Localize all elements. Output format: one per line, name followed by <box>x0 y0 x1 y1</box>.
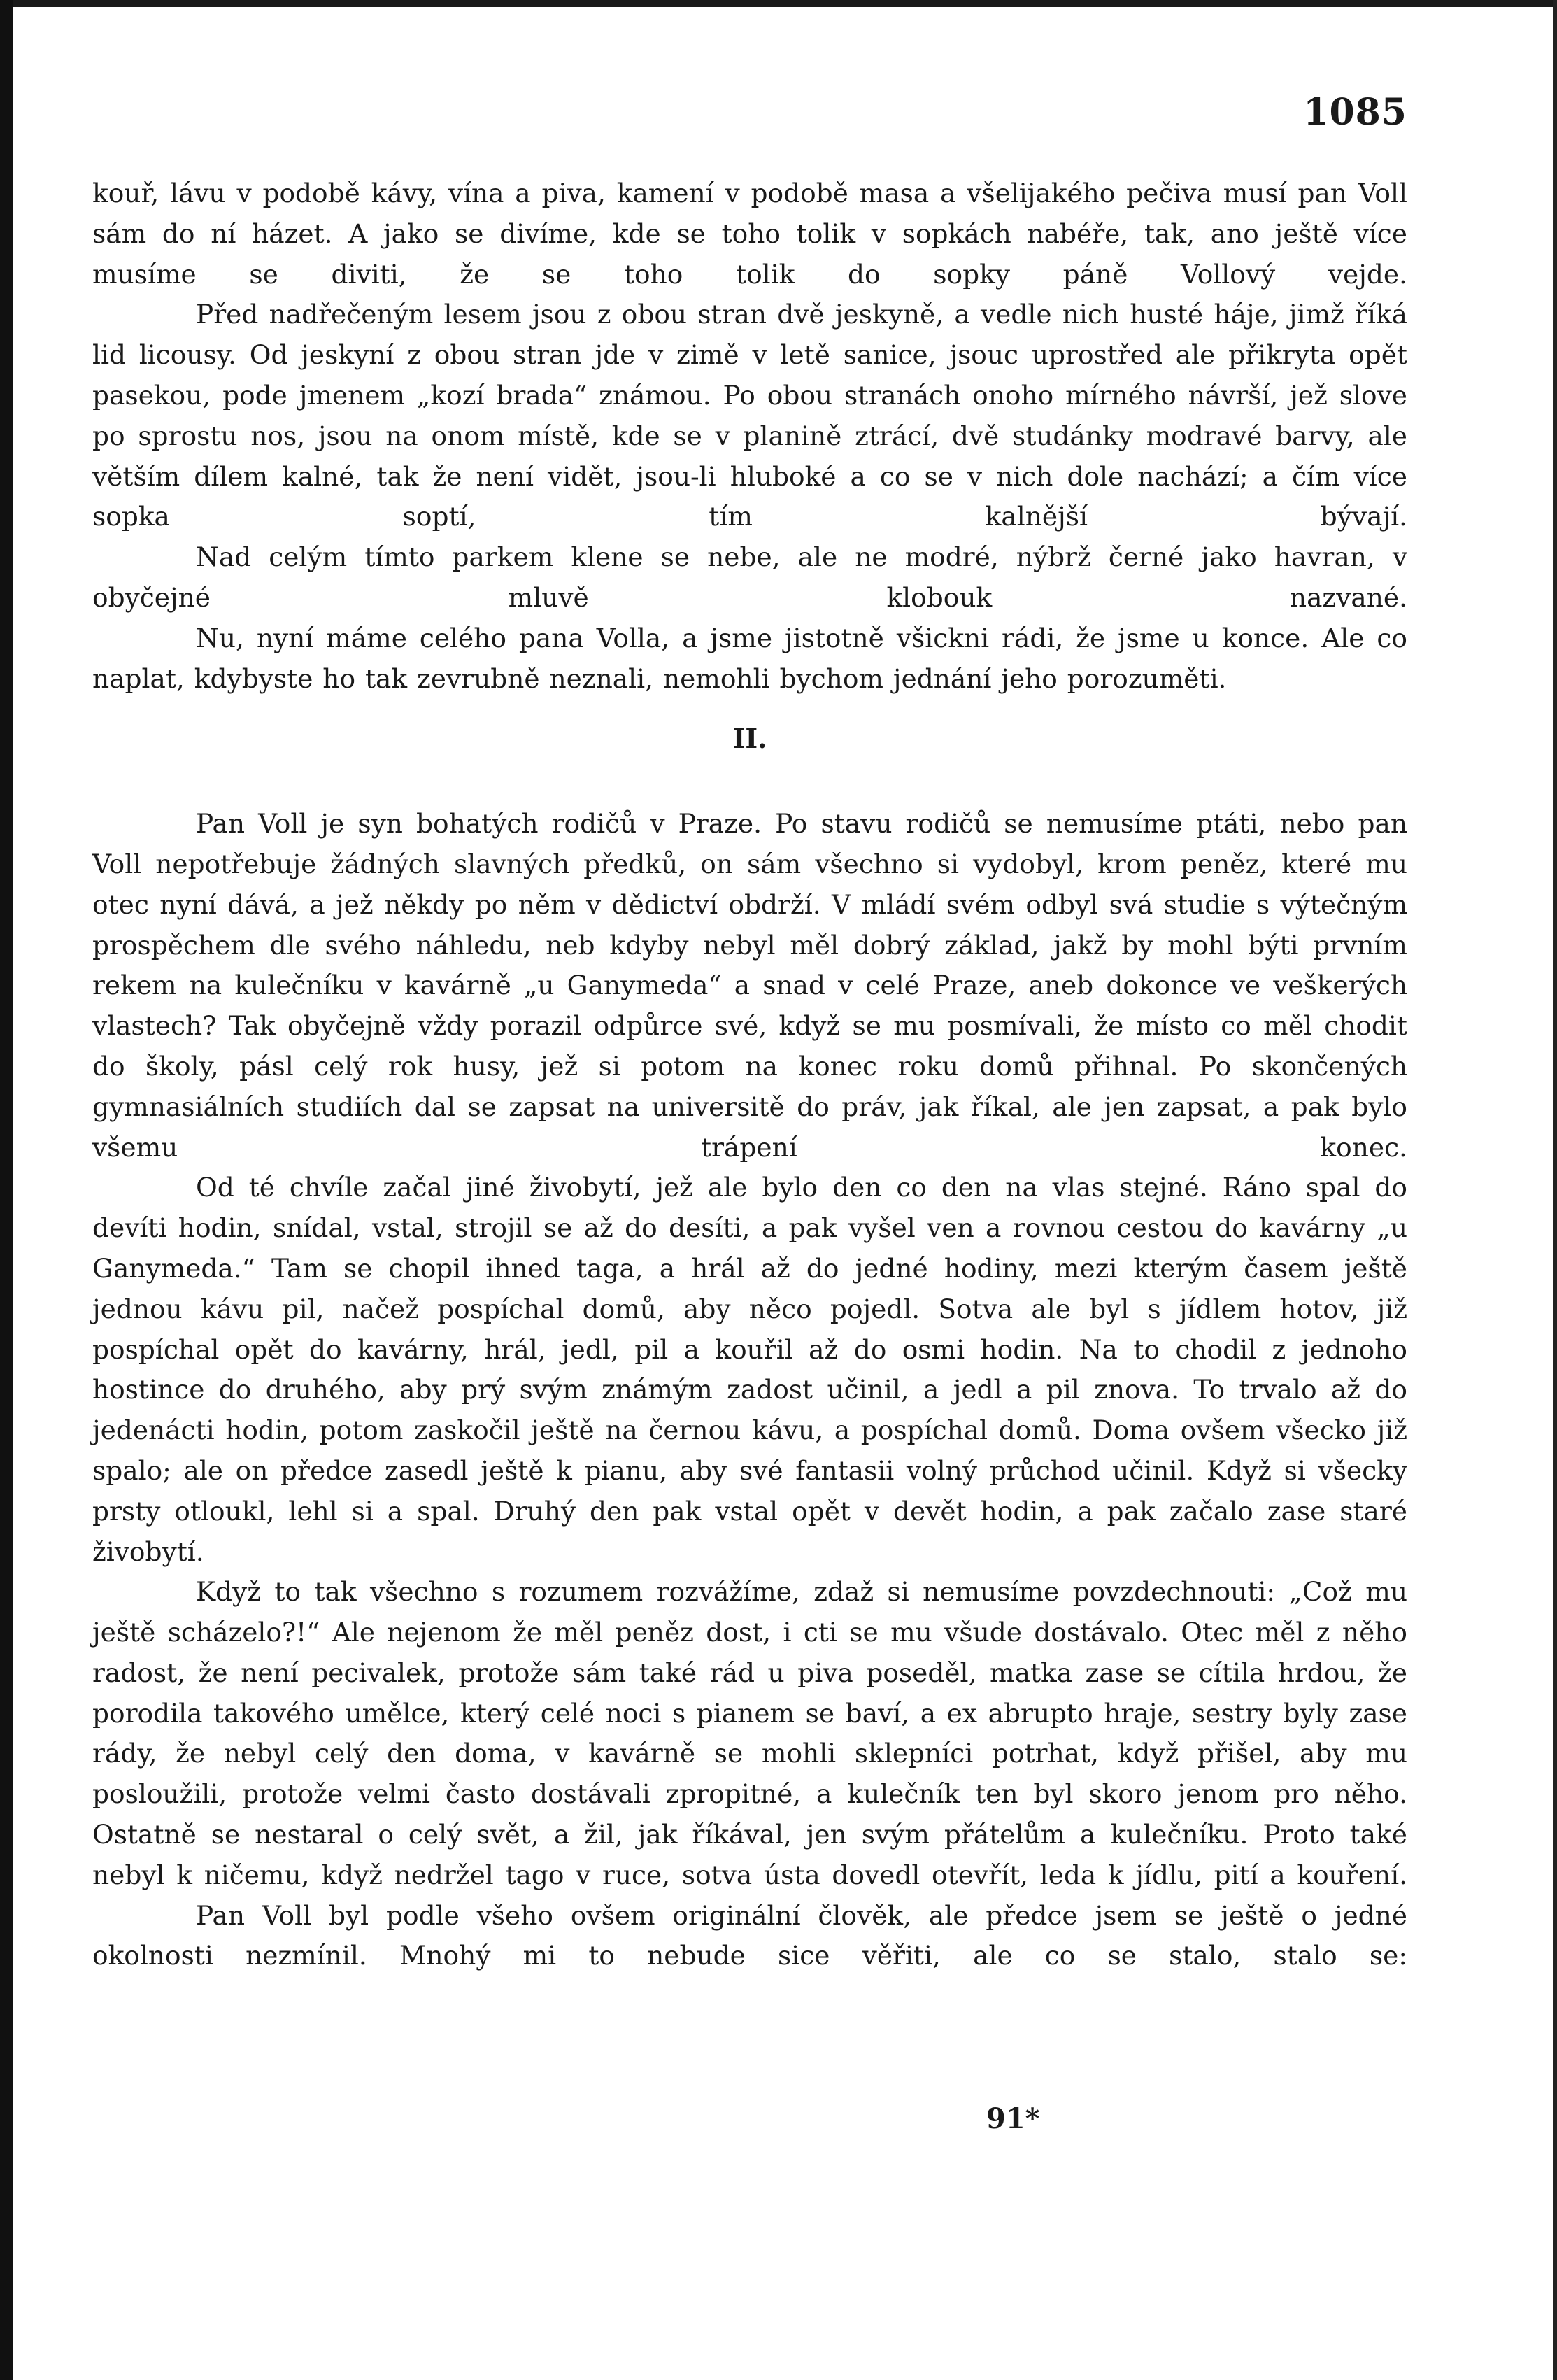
scan-edge-top <box>0 0 1557 7</box>
section-heading: II. <box>732 723 767 755</box>
paragraph: Nad celým tímto parkem klene se nebe, ale ne modré, nýbrž černé jako havran, v obyčejné mluvě klobouk nazvané. <box>92 541 1407 613</box>
page-number: 1085 <box>1303 91 1407 134</box>
body-text <box>92 173 1407 1976</box>
paragraph: Od té chvíle začal jiné živobytí, jež ale bylo den co den na vlas stejné. Ráno spal do devíti hodin, snídal, vstal, strojil se až do desíti, a pak vyšel ven a rovnou cestou do kavárny „u Ganymeda.“ Tam se chopil ihned taga, a hrál až do jedné hodiny, mezi kterým časem ještě jednou kávu pil, načež pospíchal domů, aby něco pojedl. Sotva ale byl s jídlem hotov, již pospíchal opět do kavárny, hrál, jedl, pil a kouřil až do osmi hodin. Na to chodil z jednoho hostince do druhého, aby prý svým známým zadost učinil, a jedl a pil znova. To trvalo až do jedenácti hodin, potom zaskočil ještě na černou kávu, a pospíchal domů. Doma ovšem všecko již spalo; ale on předce zasedl ještě k pianu, aby své fantasii volný průchod učinil. Když si všecky prsty otloukl, lehl si a spal. Druhý den pak vstal opět v devět hodin, a pak začalo zase staré živobytí. <box>92 1172 1407 1567</box>
paragraph: Nu, nyní máme celého pana Volla, a jsme jistotně všickni rádi, že jsme u konce. Ale co naplat, kdybyste ho tak zevrubně neznali, nemohli bychom jednání jeho porozuměti. <box>92 622 1407 694</box>
printer-signature-mark: 91* <box>986 2102 1040 2135</box>
page-content <box>92 91 1407 2330</box>
paragraph: Před nadřečeným lesem jsou z obou stran dvě jeskyně, a vedle nich husté háje, jimž říká lid licousy. Od jeskyní z obou stran jde v zimě v letě sanice, jsouc uprostřed ale přikryta opět pasekou, pode jmenem „kozí brada“ známou. Po obou stranách onoho mírného návrší, jež slove po sprostu nos, jsou na onom místě, kde se v planině ztrácí, dvě studánky modravé barvy, ale větším dílem kalné, tak že není vidět, jsou-li hluboké a co se v nich dole nachází; a čím více sopka soptí, tím kalnější bývají. <box>92 299 1407 532</box>
scan-edge-left <box>0 0 13 2380</box>
paragraph: Když to tak všechno s rozumem rozvážíme, zdaž si nemusíme povzdechnouti: „Což mu ještě scházelo?!“ Ale nejenom že měl peněz dost, i cti se mu všude dostávalo. Otec měl z něho radost, že není pecivalek, protože sám také rád u piva poseděl, matka zase se cítila hrdou, že porodila takového umělce, který celé noci s pianem se baví, a ex abrupto hraje, sestry byly zase rády, že nebyl celý den doma, v kavárně se mohli sklepníci potrhat, když přišel, aby mu posloužili, protože velmi často dostávali zpropitné, a kulečník ten byl skoro jenom pro něho. Ostatně se nestaral o celý svět, a žil, jak říkával, jen svým přátelům a kulečníku. Proto také nebyl k ničemu, když nedržel tago v ruce, sotva ústa dovedl otevřít, leda k jídlu, pití a kouření. <box>92 1576 1407 1890</box>
paragraph: Pan Voll byl podle všeho ovšem originální člověk, ale předce jsem se ještě o jedné okolnosti nezmínil. Mnohý mi to nebude sice věřiti, ale co se stalo, stalo se: <box>92 1899 1407 1971</box>
paragraph: Pan Voll je syn bohatých rodičů v Praze. Po stavu rodičů se nemusíme ptáti, nebo pan Voll nepotřebuje žádných slavných předků, on sám všechno si vydobyl, krom peněz, které mu otec nyní dává, a jež někdy po něm v dědictví obdrží. V mládí svém odbyl svá studie s výtečným prospěchem dle svého náhledu, neb kdyby nebyl měl dobrý základ, jakž by mohl býti prvním rekem na kulečníku v kavárně „u Ganymeda“ a snad v celé Praze, aneb dokonce ve veškerých vlastech? Tak obyčejně vždy porazil odpůrce své, když se mu posmívali, že místo co měl chodit do školy, pásl celý rok husy, jež si potom na konec roku domů přihnal. Po skončených gymnasiálních studiích dal se zapsat na universitě do práv, jak říkal, ale jen zapsat, a pak bylo všemu trápení konec. <box>92 808 1407 1163</box>
paragraph: kouř, lávu v podobě kávy, vína a piva, kamení v podobě masa a všelijakého pečiva musí pan Voll sám do ní házet. A jako se divíme, kde se toho tolik v sopkách nabéře, tak, ano ještě více musíme se diviti, že se toho tolik do sopky páně Vollový vejde. <box>92 178 1407 290</box>
scan-edge-right <box>1553 0 1557 2380</box>
